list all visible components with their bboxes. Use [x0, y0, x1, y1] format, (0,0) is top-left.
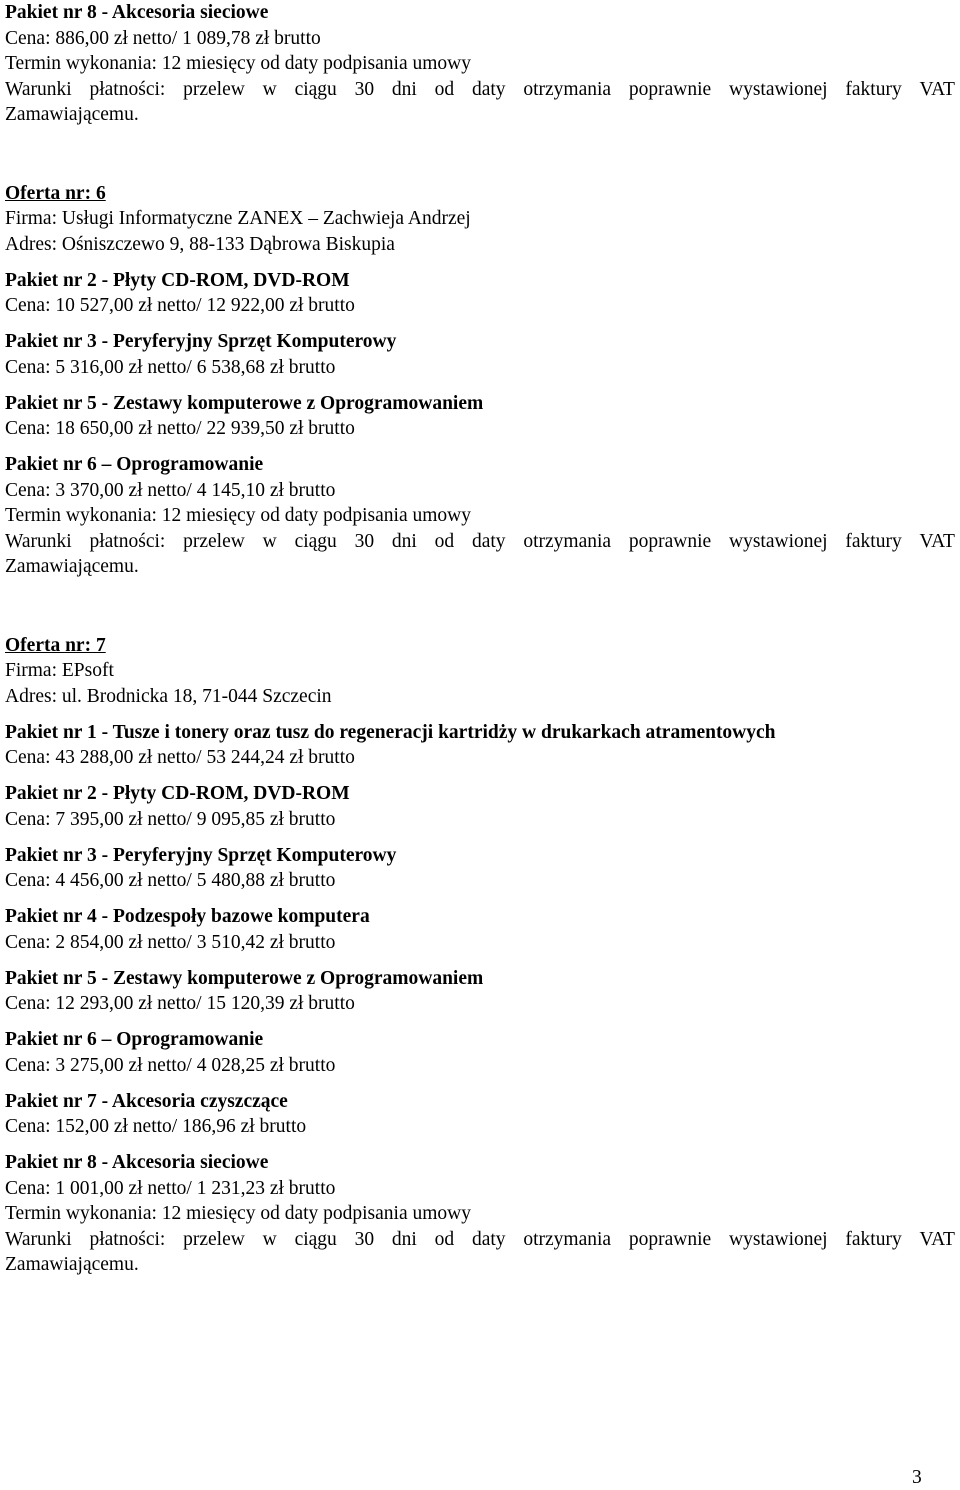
- payment-word: VAT: [919, 78, 955, 100]
- payment-terms: [5, 1227, 955, 1253]
- offer-7: [5, 633, 955, 1278]
- payment-word: poprawnie: [628, 78, 712, 100]
- payment-word: VAT: [919, 530, 955, 552]
- payment-word: Warunki: [5, 530, 72, 552]
- package-price: Cena: 4 456,00 zł netto/ 5 480,88 zł brutto: [5, 870, 336, 891]
- package-price: Cena: 10 527,00 zł netto/ 12 922,00 zł brutto: [5, 295, 355, 316]
- payment-word: wystawionej: [729, 78, 828, 100]
- payment-word: faktury: [845, 1228, 902, 1250]
- payment-terms-end: Zamawiającemu.: [5, 556, 139, 577]
- payment-word: 30: [354, 78, 375, 100]
- package-price: Cena: 886,00 zł netto/ 1 089,78 zł brutto: [5, 27, 321, 49]
- payment-word: poprawnie: [628, 1228, 712, 1250]
- package-name: Pakiet nr 6 – Oprogramowanie: [5, 1029, 264, 1050]
- package-name: Pakiet nr 8 - Akcesoria sieciowe: [5, 1152, 269, 1173]
- payment-terms-end: Zamawiającemu.: [5, 104, 139, 125]
- payment-word: otrzymania: [523, 1228, 612, 1250]
- package-name: Pakiet nr 8 - Akcesoria sieciowe: [5, 2, 269, 23]
- payment-word: od: [434, 1228, 455, 1250]
- term-of-execution: Termin wykonania: 12 miesięcy od daty podpisania umowy: [5, 53, 472, 74]
- payment-word: dni: [391, 1228, 417, 1250]
- package-list: [5, 268, 955, 504]
- package-price: Cena: 3 370,00 zł netto/ 4 145,10 zł brutto: [5, 479, 336, 501]
- firm-address: Adres: ul. Brodnicka 18, 71-044 Szczecin: [5, 685, 332, 707]
- package-name: Pakiet nr 7 - Akcesoria czyszczące: [5, 1090, 288, 1112]
- payment-word: Warunki: [5, 1228, 72, 1250]
- payment-terms-end: Zamawiającemu.: [5, 1254, 139, 1275]
- payment-word: ciągu: [294, 78, 337, 100]
- payment-word: otrzymania: [523, 530, 612, 552]
- firm-name: Firma: Usługi Informatyczne ZANEX – Zachwieja Andrzej: [5, 208, 471, 229]
- package-name: Pakiet nr 3 - Peryferyjny Sprzęt Komputerowy: [5, 331, 397, 352]
- package-name: Pakiet nr 2 - Płyty CD-ROM, DVD-ROM: [5, 783, 350, 804]
- payment-word: faktury: [845, 530, 902, 552]
- payment-word: płatności:: [89, 78, 166, 100]
- payment-word: Warunki: [5, 78, 72, 100]
- package-name: Pakiet nr 5 - Zestawy komputerowe z Oprogramowaniem: [5, 967, 484, 989]
- package-price: Cena: 18 650,00 zł netto/ 22 939,50 zł brutto: [5, 418, 355, 439]
- firm-address: Adres: Ośniszczewo 9, 88-133 Dąbrowa Biskupia: [5, 233, 395, 255]
- page-number: 3: [912, 1467, 922, 1488]
- payment-word: VAT: [919, 1228, 955, 1250]
- payment-word: 30: [354, 1228, 375, 1250]
- package-name: Pakiet nr 2 - Płyty CD-ROM, DVD-ROM: [5, 269, 350, 291]
- payment-word: daty: [471, 1228, 506, 1250]
- payment-word: ciągu: [294, 1228, 337, 1250]
- package-list: [5, 720, 955, 1202]
- payment-word: w: [262, 78, 277, 100]
- payment-word: przelew: [183, 1228, 245, 1250]
- payment-word: wystawionej: [729, 1228, 828, 1250]
- payment-word: otrzymania: [523, 78, 612, 100]
- payment-word: płatności:: [89, 1228, 166, 1250]
- package-name: Pakiet nr 1 - Tusze i tonery oraz tusz do regeneracji kartridży w drukarkach atramentowych: [5, 721, 776, 743]
- payment-word: dni: [391, 78, 417, 100]
- payment-word: ciągu: [294, 530, 337, 552]
- package-price: Cena: 12 293,00 zł netto/ 15 120,39 zł brutto: [5, 993, 355, 1014]
- payment-word: wystawionej: [729, 530, 828, 552]
- offer-title: Oferta nr: 6: [5, 182, 106, 204]
- package-price: Cena: 3 275,00 zł netto/ 4 028,25 zł brutto: [5, 1054, 336, 1076]
- payment-word: od: [434, 78, 455, 100]
- offer-6: [5, 181, 955, 580]
- payment-word: 30: [354, 530, 375, 552]
- payment-word: w: [262, 530, 277, 552]
- firm-name: Firma: EPsoft: [5, 660, 114, 681]
- payment-word: faktury: [845, 78, 902, 100]
- payment-word: przelew: [183, 530, 245, 552]
- package-price: Cena: 5 316,00 zł netto/ 6 538,68 zł brutto: [5, 356, 336, 378]
- package-name: Pakiet nr 5 - Zestawy komputerowe z Oprogramowaniem: [5, 392, 484, 414]
- previous-offer-tail: [5, 0, 955, 128]
- payment-word: daty: [471, 530, 506, 552]
- payment-terms: [5, 77, 955, 103]
- term-of-execution: Termin wykonania: 12 miesięcy od daty podpisania umowy: [5, 1203, 472, 1224]
- package-name: Pakiet nr 6 – Oprogramowanie: [5, 454, 264, 475]
- package-price: Cena: 2 854,00 zł netto/ 3 510,42 zł brutto: [5, 931, 336, 953]
- package-price: Cena: 7 395,00 zł netto/ 9 095,85 zł brutto: [5, 808, 336, 830]
- payment-word: dni: [391, 530, 417, 552]
- payment-word: przelew: [183, 78, 245, 100]
- payment-word: w: [262, 1228, 277, 1250]
- document-page: [5, 0, 955, 1278]
- payment-word: daty: [471, 78, 506, 100]
- package-price: Cena: 152,00 zł netto/ 186,96 zł brutto: [5, 1116, 307, 1137]
- payment-word: płatności:: [89, 530, 166, 552]
- payment-word: poprawnie: [628, 530, 712, 552]
- package-price: Cena: 1 001,00 zł netto/ 1 231,23 zł brutto: [5, 1177, 336, 1199]
- offer-title: Oferta nr: 7: [5, 634, 106, 656]
- package-price: Cena: 43 288,00 zł netto/ 53 244,24 zł brutto: [5, 747, 355, 768]
- package-name: Pakiet nr 4 - Podzespoły bazowe komputera: [5, 906, 370, 927]
- term-of-execution: Termin wykonania: 12 miesięcy od daty podpisania umowy: [5, 505, 472, 526]
- payment-word: od: [434, 530, 455, 552]
- package-name: Pakiet nr 3 - Peryferyjny Sprzęt Komputerowy: [5, 844, 397, 866]
- payment-terms: [5, 529, 955, 555]
